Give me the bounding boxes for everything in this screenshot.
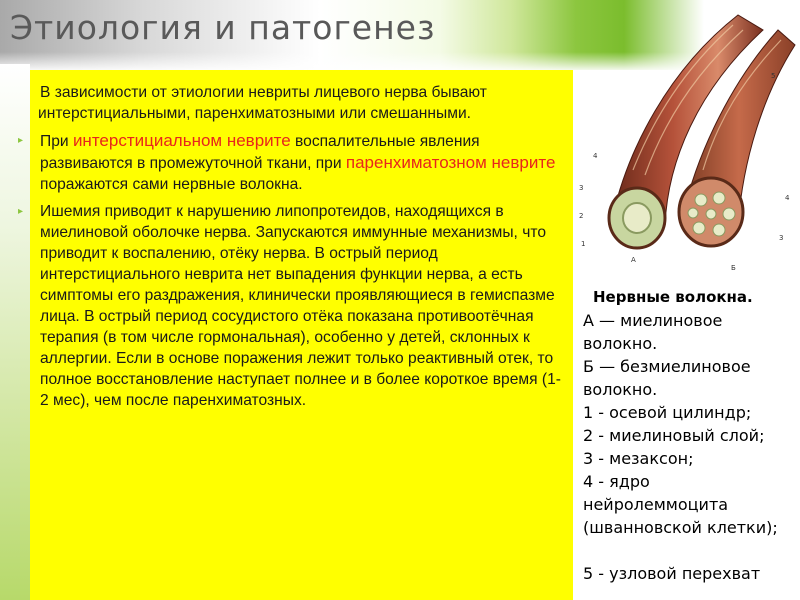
types-post: поражаются сами нервные волокна.: [40, 176, 303, 193]
term-interstitial: интерстициальном неврите: [72, 131, 291, 150]
body-text: [38, 82, 568, 417]
caption-line: 2 - миелиновый слой;: [583, 426, 765, 445]
label-2-left: 2: [579, 212, 584, 220]
nerve-fibers-illustration: [573, 0, 800, 285]
term-parenchymal: паренхиматозном неврите: [345, 153, 556, 172]
caption-line: А — миелиновое: [583, 311, 723, 330]
caption-line: Б — безмиелиновое: [583, 357, 751, 376]
types-pre: При: [40, 133, 73, 150]
caption-line: 5 - узловой перехват: [583, 564, 761, 583]
paragraph-intro-text: В зависимости от этиологии невриты лицевого нерва бывают интерстициальными, паренхиматозными или смешанными.: [38, 84, 487, 122]
caption-line: (шванновской клетки);: [583, 518, 778, 537]
figure-caption: [583, 286, 798, 585]
slide-title: Этиология и патогенез: [10, 8, 436, 47]
paragraph-types: [38, 130, 568, 195]
label-5: 5: [771, 72, 776, 80]
label-A: А: [631, 256, 636, 264]
types-mid: воспалительные явления развиваются в промежуточной ткани, при: [40, 133, 480, 172]
caption-line: волокно.: [583, 380, 658, 399]
fiber-a-axon: [623, 203, 651, 233]
label-4-left: 4: [593, 152, 598, 160]
label-4-right: 4: [785, 194, 790, 202]
caption-line: [583, 539, 798, 562]
caption-line: волокно.: [583, 334, 658, 353]
label-3-left: 3: [579, 184, 584, 192]
paragraph-ischemia: [38, 201, 568, 411]
label-B: Б: [731, 264, 736, 272]
caption-line: нейролеммоцита: [583, 495, 729, 514]
paragraph-intro: [38, 82, 568, 124]
caption-line: 4 - ядро: [583, 472, 650, 491]
label-3-right: 3: [779, 234, 784, 242]
left-accent-strip: [0, 64, 30, 600]
caption-line: 3 - мезаксон;: [583, 449, 694, 468]
ischemia-text: Ишемия приводит к нарушению липопротеидов, находящихся в миелиновой оболочке нерва. Запускаются иммунные механизмы, что приводит к воспалению, отёку нерва. В острый период интерстициального неврита нет выпадения функции нерва, а есть симптомы его раздражения, клинически проявляющиеся в гемиспазме лица. В острый период сосудистого отёка показана противоотёчная терапия (в том числе гормональная), особенно у детей, склонных к аллергии. Если в основе поражения лежит только реактивный отек, то полное восстановление наступает полнее и в более короткое время (1-2 мес), чем после паренхиматозных.: [40, 203, 561, 409]
caption-line: 1 - осевой цилиндр;: [583, 403, 752, 422]
caption-title: Нервные волокна.: [593, 288, 753, 306]
label-1-left: 1: [581, 240, 586, 248]
